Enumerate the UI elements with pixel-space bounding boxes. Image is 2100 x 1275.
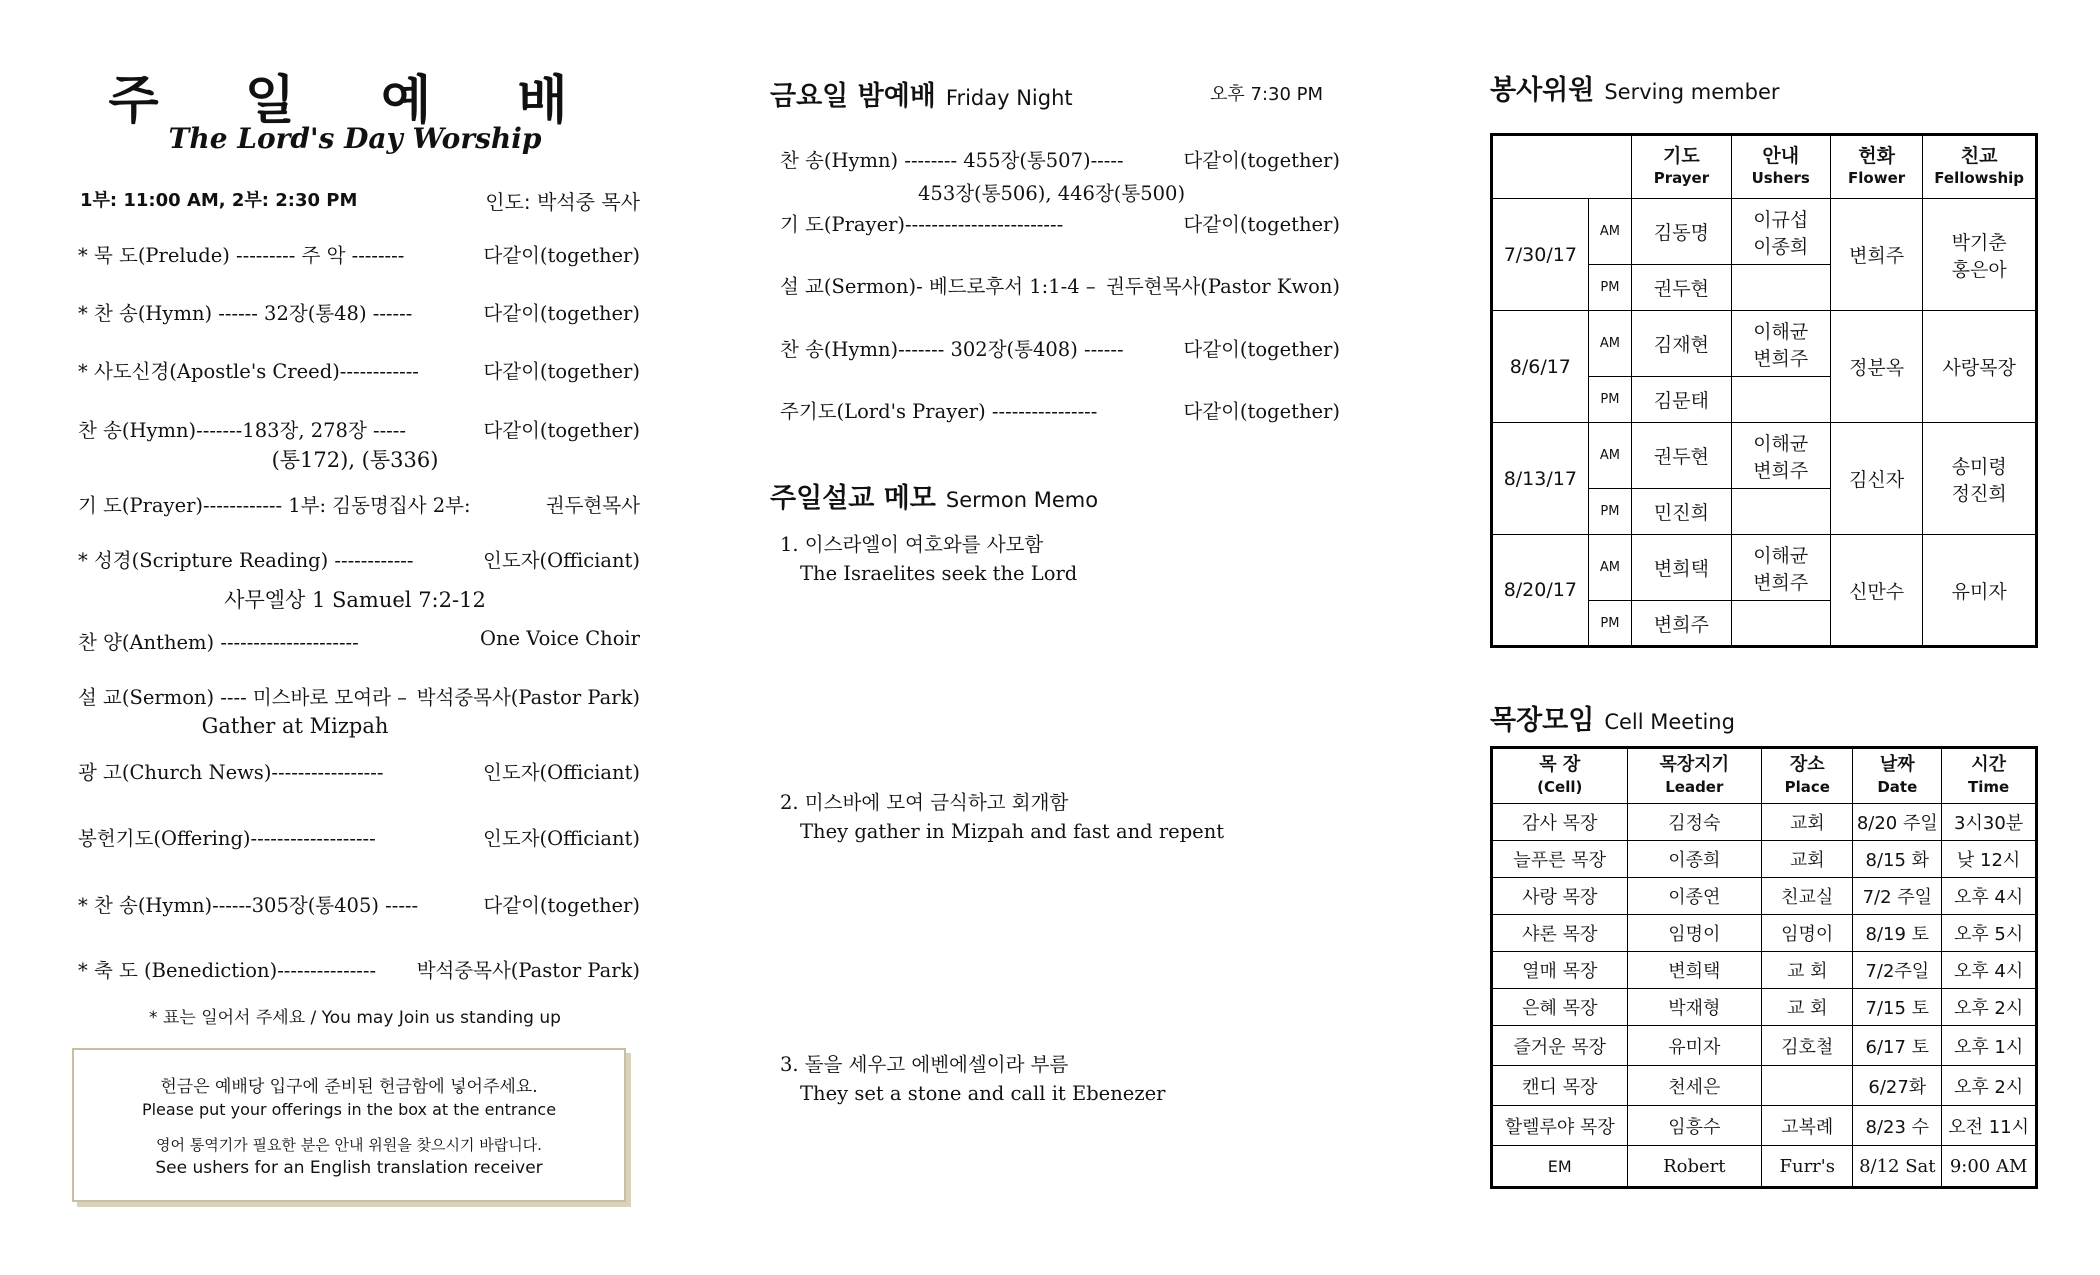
memo-point-2 — [780, 788, 1224, 846]
cell-date: 6/27화 — [1853, 1066, 1942, 1106]
standing-note: * 표는 일어서 주세요 / You may Join us standing up — [149, 1008, 561, 1028]
cell-place: 임명이 — [1762, 915, 1853, 952]
cell-date: 8/15 화 — [1853, 841, 1942, 878]
cell-leader: 변희택 — [1627, 952, 1762, 989]
friday-item-hymn-2 — [780, 334, 1340, 362]
service-times — [80, 186, 640, 212]
order-item-prayer — [78, 490, 640, 518]
flower: 신만수 — [1830, 535, 1922, 647]
pm-label: PM — [1588, 265, 1632, 311]
fellowship: 유미자 — [1923, 535, 2037, 647]
friday-item-left: 주기도(Lord's Prayer) ---------------- — [780, 400, 1098, 423]
serving-title-ko: 봉사위원 — [1490, 75, 1595, 106]
am-label: AM — [1588, 423, 1632, 489]
order-item-right: 다같이(together) — [483, 302, 640, 325]
cell-place: Furr's — [1762, 1146, 1853, 1188]
cell-place: 교회 — [1762, 804, 1853, 841]
friday-item-right: 다같이(together) — [1183, 213, 1340, 236]
ushers: 이해균 변희주 — [1731, 535, 1830, 601]
table-row — [1492, 804, 2037, 841]
fellowship: 사랑목장 — [1923, 311, 2037, 423]
order-item-prelude — [78, 240, 640, 268]
table-row — [1492, 841, 2037, 878]
order-item-left: 찬 송(Hymn)-------183장, 278장 ----- — [78, 419, 406, 442]
friday-item-left: 찬 송(Hymn) -------- 455장(통507)----- — [780, 149, 1124, 172]
cell-header-row — [1492, 748, 2037, 804]
order-item-left: * 찬 송(Hymn)------305장(통405) ----- — [78, 894, 419, 917]
cell-time: 오후 2시 — [1942, 1066, 2037, 1106]
scripture-reference: 사무엘상 1 Samuel 7:2-12 — [224, 588, 486, 612]
cell-date: 8/19 토 — [1853, 915, 1942, 952]
order-item-left: 찬 양(Anthem) --------------------- — [78, 631, 359, 654]
cell-time: 오후 5시 — [1942, 915, 2037, 952]
cell-time: 낮 12시 — [1942, 841, 2037, 878]
am-label: AM — [1588, 199, 1632, 265]
ushers-pm-empty — [1731, 377, 1830, 423]
memo-point-1 — [780, 530, 1077, 588]
table-row — [1492, 878, 2037, 915]
cell-time: 오후 2시 — [1942, 989, 2037, 1026]
cell-place: 친교실 — [1762, 878, 1853, 915]
friday-item-right: 다같이(together) — [1183, 149, 1340, 172]
cell-date: 7/15 토 — [1853, 989, 1942, 1026]
order-item-news — [78, 757, 640, 785]
table-row — [1492, 952, 2037, 989]
order-item-right: 다같이(together) — [483, 360, 640, 383]
order-item-left: 봉헌기도(Offering)------------------- — [78, 827, 376, 850]
cell-name: 감사 목장 — [1492, 804, 1628, 841]
order-item-left: 광 고(Church News)----------------- — [78, 761, 384, 784]
memo-title-en: Sermon Memo — [945, 488, 1099, 512]
order-item-right: 권두현목사 — [545, 494, 640, 517]
order-item-left: 설 교(Sermon) ---- 미스바로 모여라 – — [78, 686, 407, 709]
flower: 김신자 — [1830, 423, 1922, 535]
cell-name: 즐거운 목장 — [1492, 1026, 1628, 1066]
cell-header-leader: 목장지기 Leader — [1627, 748, 1762, 804]
cell-header-place: 장소 Place — [1762, 748, 1853, 804]
memo-point-en: The Israelites seek the Lord — [800, 562, 1078, 585]
friday-heading — [770, 74, 1073, 113]
serving-header-row — [1492, 135, 2037, 199]
fellowship: 송미령 정진희 — [1923, 423, 2037, 535]
ushers-pm-empty — [1731, 601, 1830, 647]
friday-item-left: 설 교(Sermon)- 베드로후서 1:1-4 – — [780, 275, 1096, 298]
serving-date: 8/6/17 — [1492, 311, 1589, 423]
translation-notice-en: See ushers for an English translation receiver — [155, 1158, 543, 1178]
memo-point-ko: 3. 돌을 세우고 에벤에셀이라 부름 — [780, 1053, 1069, 1076]
cell-name: 할렐루야 목장 — [1492, 1106, 1628, 1146]
sermon-memo-heading — [770, 476, 1098, 515]
cell-place: 교회 — [1762, 841, 1853, 878]
fellowship: 박기춘 홍은아 — [1923, 199, 2037, 311]
cell-name: EM — [1492, 1146, 1628, 1188]
cell-place: 김호철 — [1762, 1026, 1853, 1066]
serving-date: 7/30/17 — [1492, 199, 1589, 311]
serving-header-fellowship: 친교 Fellowship — [1923, 135, 2037, 199]
cell-name: 늘푸른 목장 — [1492, 841, 1628, 878]
cell-meeting-heading — [1490, 698, 1735, 737]
serving-heading — [1490, 68, 1780, 107]
cell-time: 오후 1시 — [1942, 1026, 2037, 1066]
friday-item-left: 기 도(Prayer)------------------------ — [780, 213, 1064, 236]
cell-place: 고복례 — [1762, 1106, 1853, 1146]
cell-date: 6/17 토 — [1853, 1026, 1942, 1066]
order-item-right: 다같이(together) — [483, 419, 640, 442]
offering-notice-ko: 헌금은 예배당 입구에 준비된 헌금함에 넣어주세요. — [160, 1077, 538, 1097]
cell-time: 오후 4시 — [1942, 952, 2037, 989]
order-item-left: * 묵 도(Prelude) --------- 주 악 -------- — [78, 244, 405, 267]
order-item-right: 다같이(together) — [483, 244, 640, 267]
order-item-sermon — [78, 682, 640, 710]
ushers: 이해균 변희주 — [1731, 311, 1830, 377]
prayer-pm: 권두현 — [1632, 265, 1731, 311]
cell-time: 9:00 AM — [1942, 1146, 2037, 1188]
cell-time: 3시30분 — [1942, 804, 2037, 841]
cell-date: 8/12 Sat — [1853, 1146, 1942, 1188]
pm-label: PM — [1588, 377, 1632, 423]
table-row — [1492, 1026, 2037, 1066]
serving-row-am — [1492, 423, 2037, 489]
worship-subtitle: The Lord's Day Worship — [168, 122, 542, 155]
cell-name: 열매 목장 — [1492, 952, 1628, 989]
pm-label: PM — [1588, 489, 1632, 535]
hymn-sub-numbers: (통172), (통336) — [271, 448, 439, 472]
cell-time: 오후 4시 — [1942, 878, 2037, 915]
order-item-right: 인도자(Officiant) — [483, 827, 640, 850]
cell-header-time: 시간 Time — [1942, 748, 2037, 804]
cell-date: 7/2주일 — [1853, 952, 1942, 989]
order-item-left: 기 도(Prayer)------------ 1부: 김동명집사 2부: — [78, 494, 471, 517]
memo-point-en: They set a stone and call it Ebenezer — [800, 1082, 1166, 1105]
memo-point-ko: 1. 이스라엘이 여호와를 사모함 — [780, 533, 1044, 556]
friday-time: 오후 7:30 PM — [1210, 84, 1324, 105]
cell-leader: 김정숙 — [1627, 804, 1762, 841]
order-item-benediction — [78, 955, 640, 983]
cell-header-date: 날짜 Date — [1853, 748, 1942, 804]
cell-leader: 이종연 — [1627, 878, 1762, 915]
order-item-scripture — [78, 545, 640, 573]
cell-leader: 임명이 — [1627, 915, 1762, 952]
serving-header-blank — [1492, 135, 1632, 199]
serving-row-am — [1492, 535, 2037, 601]
order-item-right: 다같이(together) — [483, 894, 640, 917]
worship-title: 주 일 예 배 — [108, 71, 602, 131]
cell-place: 교 회 — [1762, 989, 1853, 1026]
sermon-title-english: Gather at Mizpah — [201, 714, 389, 738]
cell-leader: 천세은 — [1627, 1066, 1762, 1106]
prayer-am: 김재현 — [1632, 311, 1731, 377]
order-item-right: 박석중목사(Pastor Park) — [416, 959, 640, 982]
order-item-left: * 축 도 (Benediction)--------------- — [78, 959, 377, 982]
friday-item-left: 찬 송(Hymn)------- 302장(통408) ------ — [780, 338, 1124, 361]
memo-title-ko: 주일설교 메모 — [770, 483, 936, 514]
memo-point-ko: 2. 미스바에 모여 금식하고 회개함 — [780, 791, 1069, 814]
order-item-left: * 찬 송(Hymn) ------ 32장(통48) ------ — [78, 302, 413, 325]
serving-date: 8/13/17 — [1492, 423, 1589, 535]
offering-notice-box — [72, 1048, 626, 1202]
offering-notice-en: Please put your offerings in the box at the entrance — [141, 1100, 557, 1119]
serving-header-ushers: 안내 Ushers — [1731, 135, 1830, 199]
memo-point-en: They gather in Mizpah and fast and repent — [800, 820, 1225, 843]
pm-label: PM — [1588, 601, 1632, 647]
friday-item-prayer — [780, 209, 1340, 237]
serving-date: 8/20/17 — [1492, 535, 1589, 647]
table-row — [1492, 1146, 2037, 1188]
order-item-offering — [78, 823, 640, 851]
serving-row-am — [1492, 199, 2037, 265]
order-item-hymn-3 — [78, 890, 640, 918]
order-item-anthem — [78, 627, 640, 655]
cell-name: 은혜 목장 — [1492, 989, 1628, 1026]
order-item-left: * 사도신경(Apostle's Creed)------------ — [78, 360, 419, 383]
friday-item-right: 다같이(together) — [1183, 400, 1340, 423]
order-item-right: 박석중목사(Pastor Park) — [416, 686, 640, 709]
cell-leader: 이종희 — [1627, 841, 1762, 878]
prayer-pm: 민진희 — [1632, 489, 1731, 535]
friday-item-right: 권두현목사(Pastor Kwon) — [1106, 275, 1340, 298]
cell-name: 캔디 목장 — [1492, 1066, 1628, 1106]
order-item-hymn-1 — [78, 298, 640, 326]
serving-table — [1490, 133, 2038, 648]
cell-leader: 임흥수 — [1627, 1106, 1762, 1146]
ushers-pm-empty — [1731, 489, 1830, 535]
serving-header-prayer: 기도 Prayer — [1632, 135, 1731, 199]
translation-notice-ko: 영어 통역기가 필요한 분은 안내 위원을 찾으시기 바랍니다. — [156, 1136, 542, 1154]
flower: 변희주 — [1830, 199, 1922, 311]
prayer-pm: 김문태 — [1632, 377, 1731, 423]
prayer-am: 김동명 — [1632, 199, 1731, 265]
cell-date: 8/23 수 — [1853, 1106, 1942, 1146]
cell-place — [1762, 1066, 1853, 1106]
cell-header-cell: 목 장 (Cell) — [1492, 748, 1628, 804]
table-row — [1492, 1066, 2037, 1106]
ushers-pm-empty — [1731, 265, 1830, 311]
prayer-am: 변희택 — [1632, 535, 1731, 601]
cell-place: 교 회 — [1762, 952, 1853, 989]
cell-time: 오전 11시 — [1942, 1106, 2037, 1146]
cell-meeting-table — [1490, 746, 2038, 1189]
friday-item-sermon — [780, 271, 1340, 299]
cell-name: 사랑 목장 — [1492, 878, 1628, 915]
friday-item-lords-prayer — [780, 396, 1340, 424]
flower: 정분옥 — [1830, 311, 1922, 423]
order-item-right: 인도자(Officiant) — [483, 761, 640, 784]
order-item-creed — [78, 356, 640, 384]
friday-title-en: Friday Night — [945, 86, 1073, 110]
friday-item-hymn-1 — [780, 145, 1340, 173]
cell-date: 8/20 주일 — [1853, 804, 1942, 841]
ushers: 이규섭 이종희 — [1731, 199, 1830, 265]
serving-title-en: Serving member — [1604, 80, 1780, 104]
am-label: AM — [1588, 311, 1632, 377]
cell-title-en: Cell Meeting — [1604, 710, 1735, 734]
service-leader: 인도: 박석중 목사 — [485, 190, 640, 214]
friday-hymn-sub: 453장(통506), 446장(통500) — [918, 182, 1186, 205]
cell-title-ko: 목장모임 — [1490, 705, 1595, 736]
memo-point-3 — [780, 1050, 1165, 1108]
order-item-left: * 성경(Scripture Reading) ------------ — [78, 549, 414, 572]
service-times-text: 1부: 11:00 AM, 2부: 2:30 PM — [80, 190, 358, 211]
cell-date: 7/2 주일 — [1853, 878, 1942, 915]
serving-header-flower: 헌화 Flower — [1830, 135, 1922, 199]
prayer-pm: 변희주 — [1632, 601, 1731, 647]
am-label: AM — [1588, 535, 1632, 601]
table-row — [1492, 1106, 2037, 1146]
prayer-am: 권두현 — [1632, 423, 1731, 489]
cell-leader: 박재형 — [1627, 989, 1762, 1026]
friday-item-right: 다같이(together) — [1183, 338, 1340, 361]
order-item-right: One Voice Choir — [480, 627, 640, 650]
table-row — [1492, 915, 2037, 952]
serving-row-am — [1492, 311, 2037, 377]
ushers: 이해균 변희주 — [1731, 423, 1830, 489]
friday-title-ko: 금요일 밤예배 — [770, 81, 936, 112]
cell-leader: Robert — [1627, 1146, 1762, 1188]
order-item-right: 인도자(Officiant) — [483, 549, 640, 572]
order-item-hymn-2 — [78, 415, 640, 443]
cell-leader: 유미자 — [1627, 1026, 1762, 1066]
table-row — [1492, 989, 2037, 1026]
cell-name: 샤론 목장 — [1492, 915, 1628, 952]
